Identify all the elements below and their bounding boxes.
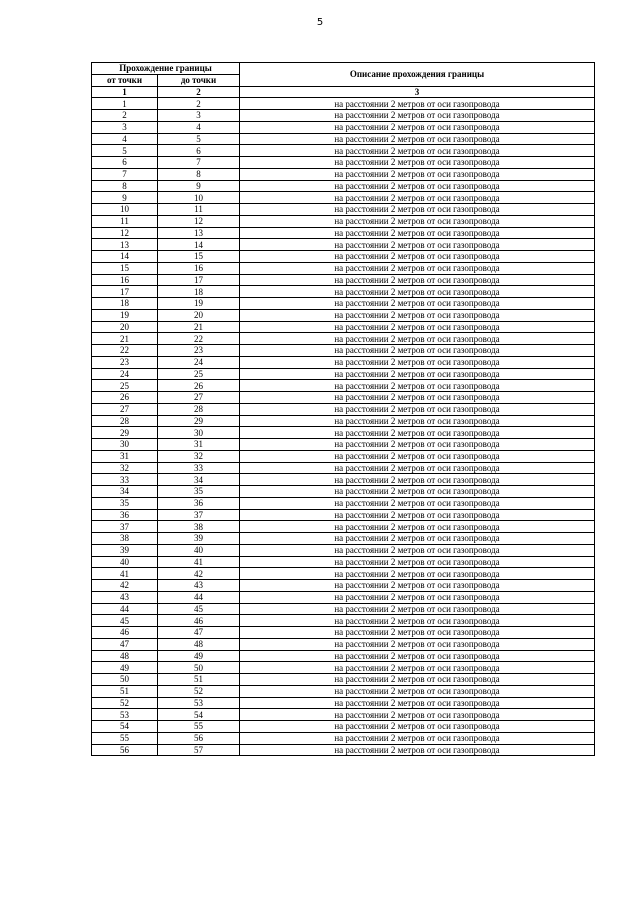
from-point-cell: 34 [92,486,158,498]
description-cell: на расстоянии 2 метров от оси газопровода [240,556,595,568]
to-point-cell: 47 [158,627,240,639]
description-cell: на расстоянии 2 метров от оси газопровода [240,356,595,368]
description-cell: на расстоянии 2 метров от оси газопровода [240,568,595,580]
to-point-cell: 34 [158,474,240,486]
table-row [92,392,595,404]
description-cell: на расстоянии 2 метров от оси газопровода [240,286,595,298]
description-cell: на расстоянии 2 метров от оси газопровода [240,732,595,744]
to-point-cell: 20 [158,309,240,321]
description-cell: на расстоянии 2 метров от оси газопровода [240,462,595,474]
to-point-cell: 53 [158,697,240,709]
description-cell: на расстоянии 2 метров от оси газопровода [240,709,595,721]
from-point-cell: 11 [92,215,158,227]
from-point-cell: 35 [92,497,158,509]
table-row [92,662,595,674]
to-point-cell: 33 [158,462,240,474]
to-point-cell: 36 [158,497,240,509]
from-point-cell: 42 [92,580,158,592]
from-point-cell: 8 [92,180,158,192]
table-row [92,627,595,639]
description-cell: на расстоянии 2 метров от оси газопровода [240,204,595,216]
from-point-cell: 4 [92,133,158,145]
description-cell: на расстоянии 2 метров от оси газопровода [240,262,595,274]
description-cell: на расстоянии 2 метров от оси газопровода [240,580,595,592]
description-cell: на расстоянии 2 метров от оси газопровода [240,157,595,169]
to-point-cell: 14 [158,239,240,251]
to-point-cell: 39 [158,533,240,545]
to-point-cell: 5 [158,133,240,145]
table-header [92,63,595,98]
table-row [92,486,595,498]
table-row [92,274,595,286]
to-point-cell: 3 [158,110,240,122]
from-point-cell: 22 [92,345,158,357]
table-row [92,744,595,756]
to-point-cell: 30 [158,427,240,439]
description-cell: на расстоянии 2 метров от оси газопровода [240,615,595,627]
table-row [92,380,595,392]
table-row [92,709,595,721]
from-point-cell: 41 [92,568,158,580]
from-point-cell: 55 [92,732,158,744]
description-cell: на расстоянии 2 метров от оси газопровода [240,133,595,145]
description-cell: на расстоянии 2 метров от оси газопровода [240,497,595,509]
table-row [92,110,595,122]
to-point-cell: 9 [158,180,240,192]
to-point-cell: 57 [158,744,240,756]
table-row [92,697,595,709]
description-cell: на расстоянии 2 метров от оси газопровода [240,486,595,498]
to-point-cell: 26 [158,380,240,392]
description-cell: на расстоянии 2 метров от оси газопровода [240,215,595,227]
from-point-cell: 46 [92,627,158,639]
table-row [92,157,595,169]
to-point-cell: 7 [158,157,240,169]
description-cell: на расстоянии 2 метров от оси газопровода [240,403,595,415]
to-point-cell: 51 [158,674,240,686]
table-row [92,121,595,133]
from-point-cell: 5 [92,145,158,157]
to-point-cell: 18 [158,286,240,298]
from-point-cell: 9 [92,192,158,204]
table-row [92,145,595,157]
from-point-cell: 45 [92,615,158,627]
to-point-cell: 56 [158,732,240,744]
description-cell: на расстоянии 2 метров от оси газопровода [240,603,595,615]
table-row [92,544,595,556]
description-cell: на расстоянии 2 метров от оси газопровода [240,345,595,357]
to-point-cell: 24 [158,356,240,368]
description-cell: на расстоянии 2 метров от оси газопровода [240,168,595,180]
description-cell: на расстоянии 2 метров от оси газопровода [240,439,595,451]
from-point-cell: 21 [92,333,158,345]
description-cell: на расстоянии 2 метров от оси газопровода [240,662,595,674]
group-header: Прохождение границы [92,63,240,75]
table-row [92,227,595,239]
from-point-cell: 31 [92,450,158,462]
description-cell: на расстоянии 2 метров от оси газопровода [240,544,595,556]
to-point-cell: 23 [158,345,240,357]
from-point-cell: 10 [92,204,158,216]
from-point-cell: 23 [92,356,158,368]
to-point-cell: 10 [158,192,240,204]
to-point-cell: 2 [158,98,240,110]
description-cell: на расстоянии 2 метров от оси газопровода [240,721,595,733]
to-point-cell: 16 [158,262,240,274]
description-cell: на расстоянии 2 метров от оси газопровода [240,627,595,639]
description-cell: на расстоянии 2 метров от оси газопровода [240,685,595,697]
description-cell: на расстоянии 2 метров от оси газопровода [240,192,595,204]
description-cell: на расстоянии 2 метров от оси газопровода [240,309,595,321]
table-row [92,262,595,274]
description-cell: на расстоянии 2 метров от оси газопровода [240,392,595,404]
to-point-cell: 29 [158,415,240,427]
table-row [92,568,595,580]
to-point-cell: 54 [158,709,240,721]
from-point-cell: 51 [92,685,158,697]
to-point-cell: 4 [158,121,240,133]
table-row [92,180,595,192]
from-point-cell: 39 [92,544,158,556]
table-row [92,356,595,368]
table-row [92,615,595,627]
to-point-cell: 40 [158,544,240,556]
from-point-cell: 7 [92,168,158,180]
to-point-cell: 19 [158,298,240,310]
table-row [92,98,595,110]
to-point-cell: 31 [158,439,240,451]
column-number: 2 [158,86,240,98]
table-row [92,215,595,227]
from-point-cell: 43 [92,591,158,603]
table-row [92,591,595,603]
description-cell: на расстоянии 2 метров от оси газопровода [240,180,595,192]
table-row [92,345,595,357]
description-cell: на расстоянии 2 метров от оси газопровода [240,380,595,392]
to-point-cell: 12 [158,215,240,227]
table-row [92,251,595,263]
description-cell: на расстоянии 2 метров от оси газопровода [240,321,595,333]
description-cell: на расстоянии 2 метров от оси газопровода [240,415,595,427]
description-cell: на расстоянии 2 метров от оси газопровода [240,145,595,157]
from-column-header: от точки [92,74,158,86]
from-point-cell: 54 [92,721,158,733]
description-cell: на расстоянии 2 метров от оси газопровода [240,650,595,662]
table-row [92,556,595,568]
description-cell: на расстоянии 2 метров от оси газопровода [240,674,595,686]
from-point-cell: 47 [92,638,158,650]
description-cell: на расстоянии 2 метров от оси газопровода [240,98,595,110]
from-point-cell: 49 [92,662,158,674]
description-cell: на расстоянии 2 метров от оси газопровода [240,251,595,263]
from-point-cell: 18 [92,298,158,310]
to-point-cell: 35 [158,486,240,498]
from-point-cell: 16 [92,274,158,286]
table-row [92,474,595,486]
to-point-cell: 6 [158,145,240,157]
to-point-cell: 50 [158,662,240,674]
to-point-cell: 46 [158,615,240,627]
to-point-cell: 27 [158,392,240,404]
from-point-cell: 1 [92,98,158,110]
to-point-cell: 17 [158,274,240,286]
to-point-cell: 13 [158,227,240,239]
to-point-cell: 48 [158,638,240,650]
table-row [92,509,595,521]
from-point-cell: 37 [92,521,158,533]
from-point-cell: 27 [92,403,158,415]
to-point-cell: 37 [158,509,240,521]
from-point-cell: 17 [92,286,158,298]
table-row [92,321,595,333]
to-point-cell: 22 [158,333,240,345]
column-number: 1 [92,86,158,98]
from-point-cell: 6 [92,157,158,169]
from-point-cell: 33 [92,474,158,486]
from-point-cell: 36 [92,509,158,521]
from-point-cell: 32 [92,462,158,474]
from-point-cell: 50 [92,674,158,686]
description-cell: на расстоянии 2 метров от оси газопровода [240,333,595,345]
description-cell: на расстоянии 2 метров от оси газопровода [240,427,595,439]
from-point-cell: 2 [92,110,158,122]
from-point-cell: 25 [92,380,158,392]
boundary-table [91,62,595,756]
to-point-cell: 11 [158,204,240,216]
table-row [92,732,595,744]
table-row [92,533,595,545]
description-cell: на расстоянии 2 метров от оси газопровода [240,274,595,286]
from-point-cell: 19 [92,309,158,321]
table-row [92,403,595,415]
table-row [92,239,595,251]
table-row [92,415,595,427]
table-row [92,674,595,686]
to-point-cell: 32 [158,450,240,462]
description-cell: на расстоянии 2 метров от оси газопровода [240,227,595,239]
to-point-cell: 55 [158,721,240,733]
column-number: 3 [240,86,595,98]
to-point-cell: 52 [158,685,240,697]
to-point-cell: 49 [158,650,240,662]
table-row [92,521,595,533]
table-row [92,298,595,310]
description-cell: на расстоянии 2 метров от оси газопровода [240,591,595,603]
description-cell: на расстоянии 2 метров от оси газопровода [240,298,595,310]
table-row [92,133,595,145]
from-point-cell: 26 [92,392,158,404]
from-point-cell: 3 [92,121,158,133]
table-row [92,497,595,509]
description-cell: на расстоянии 2 метров от оси газопровода [240,697,595,709]
table-row [92,439,595,451]
from-point-cell: 28 [92,415,158,427]
from-point-cell: 15 [92,262,158,274]
from-point-cell: 13 [92,239,158,251]
description-cell: на расстоянии 2 метров от оси газопровода [240,533,595,545]
table-row [92,309,595,321]
to-point-cell: 15 [158,251,240,263]
table-row [92,603,595,615]
from-point-cell: 53 [92,709,158,721]
from-point-cell: 14 [92,251,158,263]
table-row [92,168,595,180]
table-row [92,286,595,298]
description-cell: на расстоянии 2 метров от оси газопровода [240,509,595,521]
table-row [92,580,595,592]
table-row [92,650,595,662]
page-number: 5 [316,17,324,28]
description-cell: на расстоянии 2 метров от оси газопровода [240,110,595,122]
desc-column-header: Описание прохождения границы [240,63,595,87]
to-point-cell: 28 [158,403,240,415]
from-point-cell: 40 [92,556,158,568]
description-cell: на расстоянии 2 метров от оси газопровода [240,121,595,133]
to-point-cell: 45 [158,603,240,615]
from-point-cell: 48 [92,650,158,662]
table-row [92,192,595,204]
table-row [92,462,595,474]
table-row [92,368,595,380]
to-point-cell: 8 [158,168,240,180]
to-point-cell: 21 [158,321,240,333]
table-row [92,333,595,345]
from-point-cell: 52 [92,697,158,709]
table-row [92,721,595,733]
to-column-header: до точки [158,74,240,86]
from-point-cell: 56 [92,744,158,756]
from-point-cell: 38 [92,533,158,545]
from-point-cell: 29 [92,427,158,439]
to-point-cell: 38 [158,521,240,533]
to-point-cell: 41 [158,556,240,568]
from-point-cell: 24 [92,368,158,380]
description-cell: на расстоянии 2 метров от оси газопровода [240,638,595,650]
description-cell: на расстоянии 2 метров от оси газопровода [240,239,595,251]
table-row [92,204,595,216]
from-point-cell: 44 [92,603,158,615]
table-row [92,685,595,697]
description-cell: на расстоянии 2 метров от оси газопровода [240,521,595,533]
to-point-cell: 43 [158,580,240,592]
table-row [92,450,595,462]
to-point-cell: 44 [158,591,240,603]
table-row [92,427,595,439]
table-body [92,98,595,756]
from-point-cell: 30 [92,439,158,451]
from-point-cell: 20 [92,321,158,333]
description-cell: на расстоянии 2 метров от оси газопровода [240,450,595,462]
table-row [92,638,595,650]
description-cell: на расстоянии 2 метров от оси газопровода [240,744,595,756]
description-cell: на расстоянии 2 метров от оси газопровода [240,474,595,486]
to-point-cell: 25 [158,368,240,380]
to-point-cell: 42 [158,568,240,580]
description-cell: на расстоянии 2 метров от оси газопровода [240,368,595,380]
from-point-cell: 12 [92,227,158,239]
